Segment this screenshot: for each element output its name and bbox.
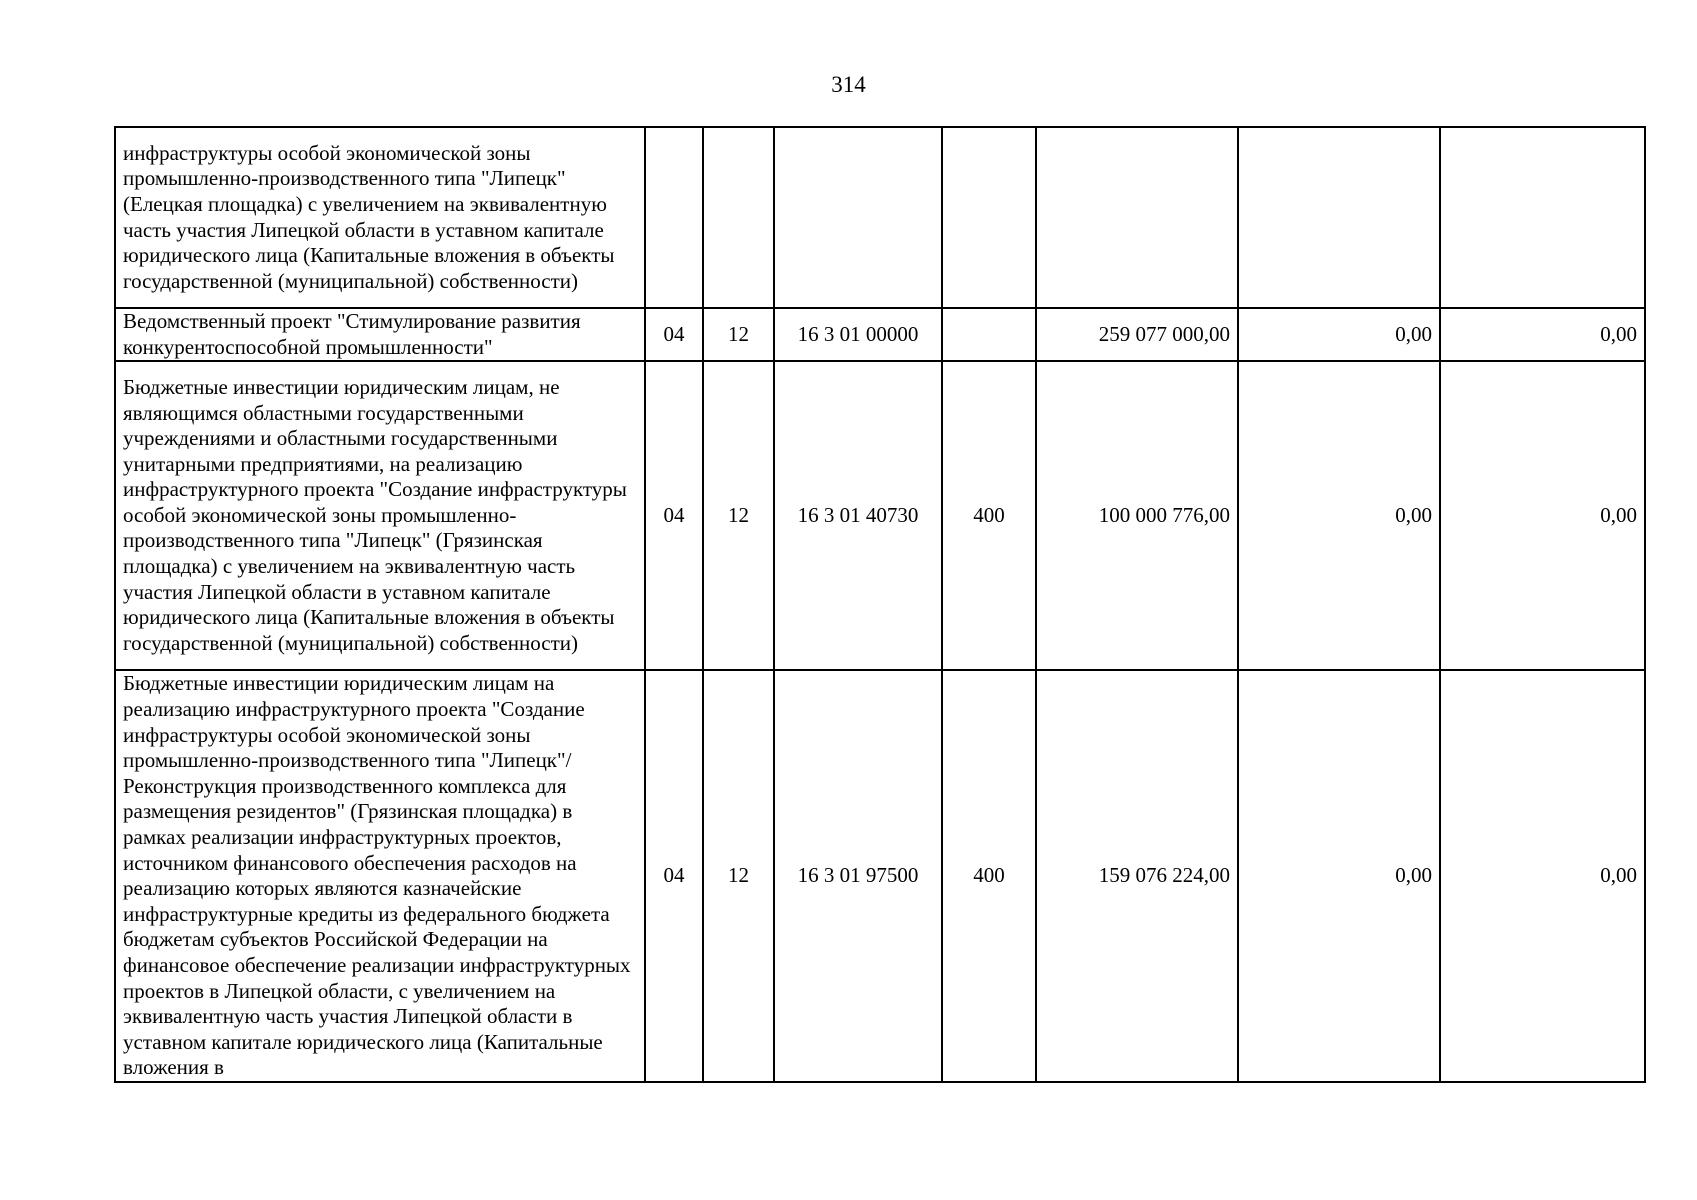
amount-1: 159 076 224,00 (1036, 670, 1238, 1082)
row-description: Бюджетные инвестиции юридическим лицам, не являющимся областными государственными учреждениями и областными государственными унитарными предприятиями, на реализацию инфраструктурного проекта "Создание инфраструктуры особой экономической зоны промышленно-производственного типа "Липецк" (Грязинская площадка) с увеличением на эквивалентную часть участия Липецкой области в уставном капитале юридического лица (Капитальные вложения в объекты государственной (муниципальной) собственности) (115, 361, 645, 670)
page-number: 314 (831, 72, 866, 97)
subsection-code: 12 (703, 308, 774, 361)
section-code (645, 127, 703, 308)
section-code: 04 (645, 308, 703, 361)
amount-2: 0,00 (1238, 670, 1440, 1082)
target-article-code: 16 3 01 00000 (774, 308, 942, 361)
amount-3: 0,00 (1440, 308, 1645, 361)
amount-2 (1238, 127, 1440, 308)
table-row (115, 361, 1645, 670)
table-row (115, 670, 1645, 1082)
amount-3: 0,00 (1440, 670, 1645, 1082)
expense-type-code (942, 308, 1036, 361)
row-description: Ведомственный проект "Стимулирование развития конкурентоспособной промышленности" (115, 308, 645, 361)
expense-type-code: 400 (942, 670, 1036, 1082)
amount-1: 100 000 776,00 (1036, 361, 1238, 670)
row-description: Бюджетные инвестиции юридическим лицам на реализацию инфраструктурного проекта "Создание инфраструктуры особой экономической зоны промышленно-производственного типа "Липецк"/Реконструкция производственного комплекса для размещения резидентов" (Грязинская площадка) в рамках реализации инфраструктурных проектов, источником финансового обеспечения расходов на реализацию которых являются казначейские инфраструктурные кредиты из федерального бюджета бюджетам субъектов Российской Федерации на финансовое обеспечение реализации инфраструктурных проектов в Липецкой области, с увеличением на эквивалентную часть участия Липецкой области в уставном капитале юридического лица (Капитальные вложения в (115, 670, 645, 1082)
section-code: 04 (645, 361, 703, 670)
amount-1: 259 077 000,00 (1036, 308, 1238, 361)
target-article-code: 16 3 01 97500 (774, 670, 942, 1082)
budget-table (114, 126, 1646, 1083)
subsection-code: 12 (703, 361, 774, 670)
target-article-code (774, 127, 942, 308)
subsection-code (703, 127, 774, 308)
target-article-code: 16 3 01 40730 (774, 361, 942, 670)
row-description: инфраструктуры особой экономической зоны промышленно-производственного типа "Липецк" (Елецкая площадка) с увеличением на эквивалентную часть участия Липецкой области в уставном капитале юридического лица (Капитальные вложения в объекты государственной (муниципальной) собственности) (115, 127, 645, 308)
amount-1 (1036, 127, 1238, 308)
amount-3: 0,00 (1440, 361, 1645, 670)
expense-type-code: 400 (942, 361, 1036, 670)
amount-2: 0,00 (1238, 308, 1440, 361)
table-row (115, 127, 1645, 308)
amount-2: 0,00 (1238, 361, 1440, 670)
table-row (115, 308, 1645, 361)
expense-type-code (942, 127, 1036, 308)
subsection-code: 12 (703, 670, 774, 1082)
section-code: 04 (645, 670, 703, 1082)
amount-3 (1440, 127, 1645, 308)
